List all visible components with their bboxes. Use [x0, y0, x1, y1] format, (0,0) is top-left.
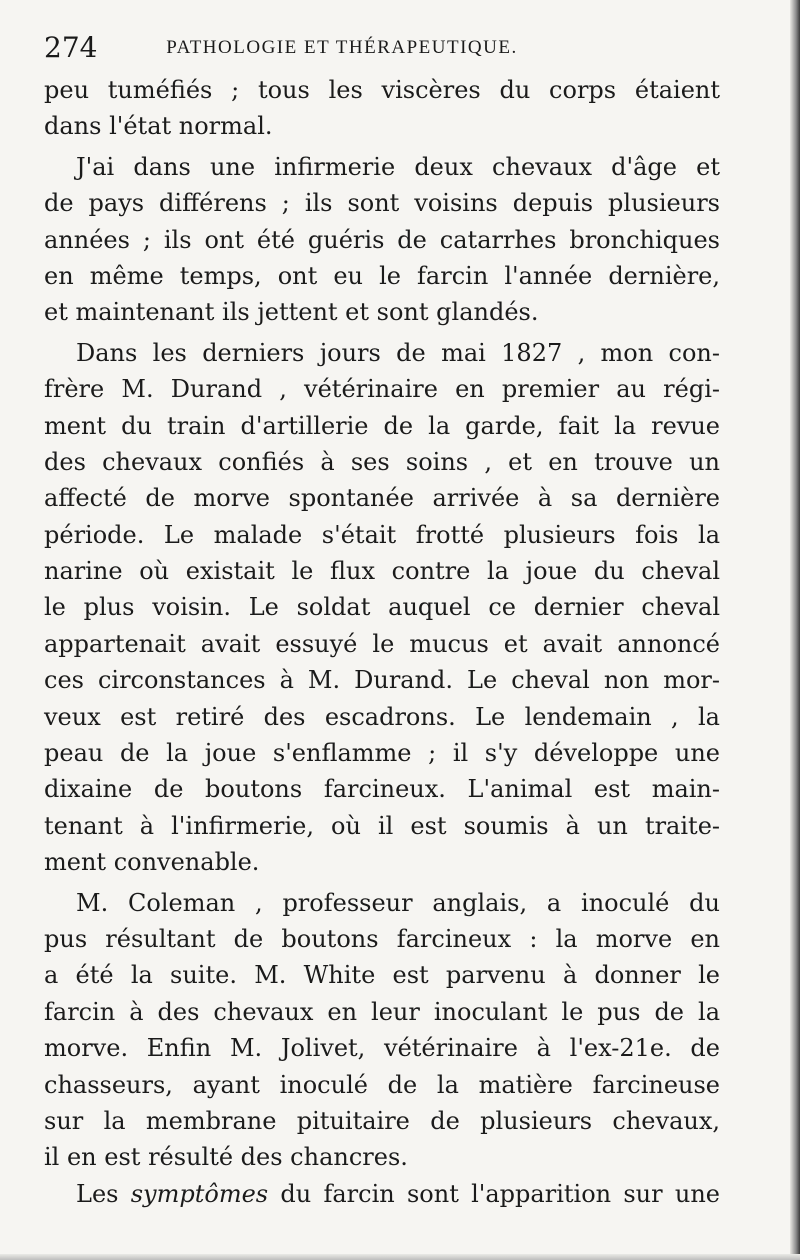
text-line: de pays différens ; ils sont voisins depuis plusieurs [44, 189, 720, 218]
text-line: J'ai dans une infirmerie deux chevaux d'âge et [76, 152, 720, 181]
text-line: le plus voisin. Le soldat auquel ce dernier cheval [44, 593, 720, 622]
text-line: des chevaux confiés à ses soins , et en trouve un [44, 447, 720, 476]
text-line: période. Le malade s'était frotté plusieurs fois la [44, 520, 720, 549]
text-line: pus résultant de boutons farcineux : la morve en [44, 924, 720, 953]
text-line: Dans les derniers jours de mai 1827 , mon con- [76, 338, 720, 367]
text-fragment: Les [76, 1179, 131, 1208]
text-line: en même temps, ont eu le farcin l'année dernière, [44, 261, 720, 290]
text-line: peau de la joue s'enflamme ; il s'y développe une [44, 739, 720, 768]
page-edge-shadow [790, 0, 800, 1260]
text-line: chasseurs, ayant inoculé de la matière farcineuse [44, 1070, 720, 1099]
text-line: M. Coleman , professeur anglais, a inoculé du [76, 888, 720, 917]
text-line: affecté de morve spontanée arrivée à sa dernière [44, 484, 720, 513]
text-line: a été la suite. M. White est parvenu à donner le [44, 961, 720, 990]
text-line: dixaine de boutons farcineux. L'animal est main- [44, 775, 720, 804]
text-line: narine où existait le flux contre la joue du cheval [44, 557, 720, 586]
text-line: ces circonstances à M. Durand. Le cheval non mor- [44, 666, 720, 695]
text-line: dans l'état normal. [44, 112, 273, 141]
text-line: morve. Enfin M. Jolivet, vétérinaire à l'ex-21e. de [44, 1034, 720, 1063]
page-bottom-edge [0, 1254, 800, 1260]
text-line: farcin à des chevaux en leur inoculant le pus de la [44, 997, 720, 1026]
text-line: tenant à l'infirmerie, où il est soumis à un traite- [44, 811, 720, 840]
text-line: frère M. Durand , vétérinaire en premier au régi- [44, 375, 720, 404]
text-line: sur la membrane pituitaire de plusieurs chevaux, [44, 1106, 720, 1135]
body-text [44, 72, 720, 1212]
text-line: ment du train d'artillerie de la garde, fait la revue [44, 411, 720, 440]
text-line: appartenait avait essuyé le mucus et avait annoncé [44, 629, 720, 658]
text-line: années ; ils ont été guéris de catarrhes bronchiques [44, 225, 720, 254]
text-line: peu tuméfiés ; tous les viscères du corps étaient [44, 76, 720, 104]
text-line: et maintenant ils jettent et sont glandés. [44, 298, 539, 327]
text-fragment: du farcin sont l'apparition sur une [268, 1179, 720, 1208]
italic-term: symptômes [130, 1179, 269, 1208]
running-title: PATHOLOGIE ET THÉRAPEUTIQUE. [166, 37, 518, 58]
text-line: il en est résulté des chancres. [44, 1143, 408, 1172]
page-number: 274 [44, 31, 98, 64]
page-header [44, 30, 760, 70]
text-line: veux est retiré des escadrons. Le lendemain , la [44, 702, 720, 731]
text-line-final [44, 1176, 720, 1212]
text-line: ment convenable. [44, 848, 260, 877]
